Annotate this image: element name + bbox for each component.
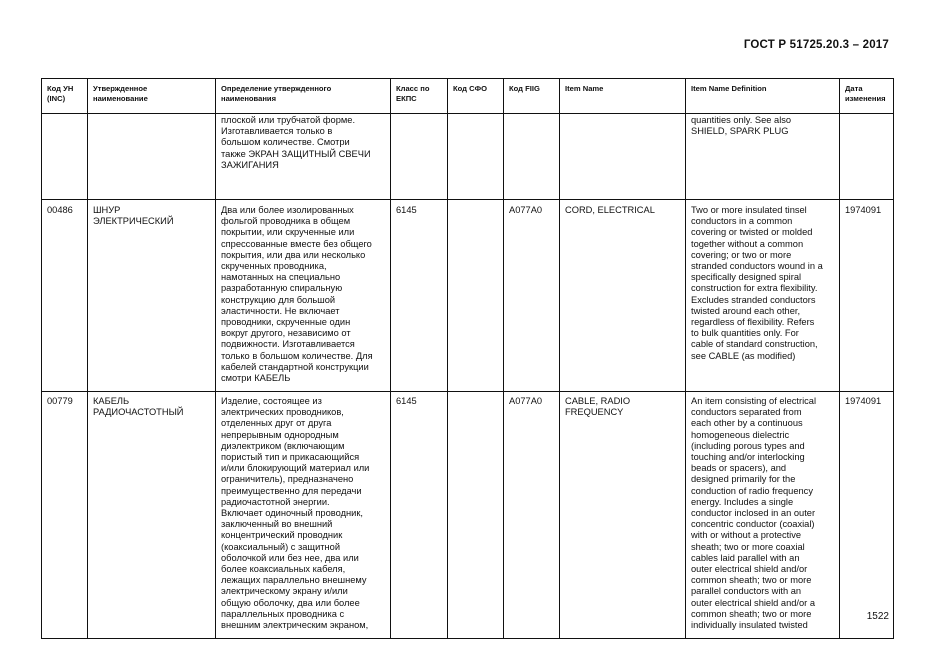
- cell-name-ru: ШНУР ЭЛЕКТРИЧЕСКИЙ: [88, 200, 216, 392]
- cell-definition-ru: плоской или трубчатой форме. Изготавливается только в большом количестве. Смотри также ЭКРАН ЗАЩИТНЫЙ СВЕЧИ ЗАЖИГАНИЯ: [216, 114, 391, 200]
- table-row: [42, 114, 894, 200]
- cell-sfo: [448, 200, 504, 392]
- header-class: Класс по ЕКПС: [391, 79, 448, 114]
- cell-definition-ru: Изделие, состоящее из электрических проводников, отделенных друг от друга непрерывным однородным диэлектриком (включающим пористый тип и прикасающийся и/или блокирующий материал или ограничитель), предназначено преимущественно для передачи радиочастотной энергии. Включает одиночный проводник, заключенный во внешний концентрический проводник (коаксиальный) с защитной оболочкой или без нее, два или более коаксиальных кабеля, лежащих параллельно внешнему электрическому экрану и/или общую оболочку, два или более параллельных проводника с внешним электрическим экраном,: [216, 392, 391, 639]
- cell-class: 6145: [391, 200, 448, 392]
- standard-header: ГОСТ Р 51725.20.3 – 2017: [743, 39, 889, 51]
- cell-inc: 00779: [42, 392, 88, 639]
- header-inc: Код УН (INC): [42, 79, 88, 114]
- page-number: 1522: [866, 611, 889, 622]
- header-change-date: Дата изменения: [840, 79, 894, 114]
- table-row: [42, 392, 894, 639]
- cell-inc: [42, 114, 88, 200]
- cell-inc: 00486: [42, 200, 88, 392]
- cell-definition-ru: Два или более изолированных фольгой проводника в общем покрытии, или скрученные или спрессованные вместе без общего покрытия, или два или несколько скрученных проводника, намотанных на специально разработанную спиральную конструкцию для большой эластичности. Не включает проводники, скрученные один вокруг другого, независимо от подвижности. Изготавливается только в большом количестве. Для кабелей стандартной конструкции смотри КАБЕЛЬ: [216, 200, 391, 392]
- cell-fiig: A077A0: [504, 200, 560, 392]
- cell-item-name: CABLE, RADIO FREQUENCY: [560, 392, 686, 639]
- cell-item-name: [560, 114, 686, 200]
- cell-item-name: CORD, ELECTRICAL: [560, 200, 686, 392]
- header-item-name-definition: Item Name Definition: [686, 79, 840, 114]
- cell-definition-en: quantities only. See also SHIELD, SPARK PLUG: [686, 114, 840, 200]
- cell-definition-en: Two or more insulated tinsel conductors in a common covering or twisted or molded together without a common covering; or two or more stranded conductors wound in a specifically designed spiral construction for extra flexibility. Excludes stranded conductors twisted around each other, regardless of flexibility. Refers to bulk quantities only. For cable of standard construction, see CABLE (as modified): [686, 200, 840, 392]
- cell-fiig: A077A0: [504, 392, 560, 639]
- header-sfo-code: Код СФО: [448, 79, 504, 114]
- cell-name-ru: КАБЕЛЬ РАДИОЧАСТОТНЫЙ: [88, 392, 216, 639]
- header-item-name: Item Name: [560, 79, 686, 114]
- cell-definition-en: An item consisting of electrical conductors separated from each other by a continuous homogeneous dielectric (including porous types and touching and/or interlocking beads or spacers), and designed primarily for the conduction of radio frequency energy. Includes a single conductor inclosed in an outer concentric conductor (coaxial) with or without a protective sheath; two or more coaxial cables laid parallel with an outer electrical shield and/or common sheath; two or more parallel conductors with an outer electrical shield and/or a common sheath; two or more individually insulated twisted: [686, 392, 840, 639]
- cell-fiig: [504, 114, 560, 200]
- table-row: [42, 200, 894, 392]
- table-header-row: [42, 79, 894, 114]
- header-name-definition-ru: Определение утвержденного наименования: [216, 79, 391, 114]
- cell-date: 1974091: [840, 200, 894, 392]
- cell-class: 6145: [391, 392, 448, 639]
- header-fiig-code: Код FIIG: [504, 79, 560, 114]
- cell-date: 1974091: [840, 392, 894, 639]
- cell-date: [840, 114, 894, 200]
- header-approved-name: Утвержденное наименование: [88, 79, 216, 114]
- item-name-table: [41, 78, 894, 639]
- cell-name-ru: [88, 114, 216, 200]
- cell-sfo: [448, 114, 504, 200]
- cell-sfo: [448, 392, 504, 639]
- cell-class: [391, 114, 448, 200]
